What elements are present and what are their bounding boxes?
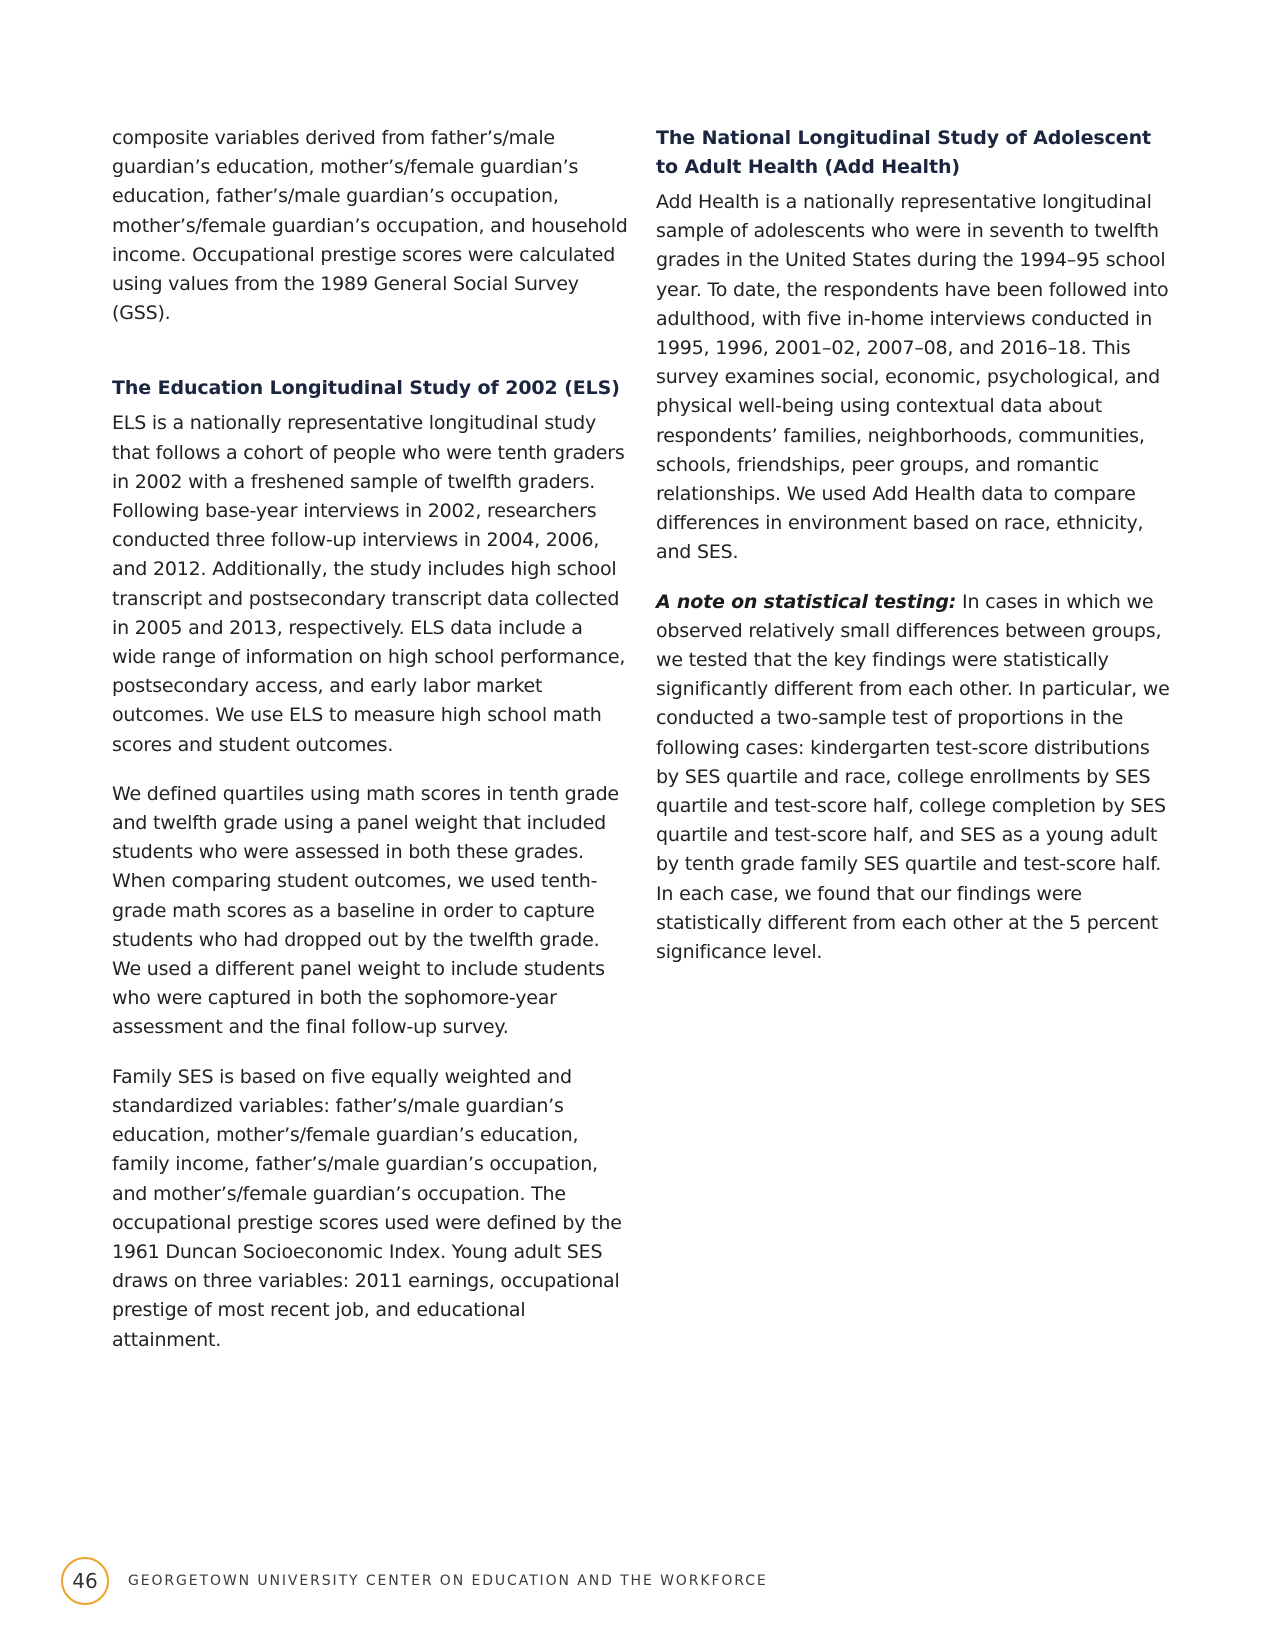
els-paragraph-1: ELS is a nationally representative longitudinal study that follows a cohort of people who were tenth graders in 2002 with a freshened sample of twelfth graders. Following base-year interviews in 2002, researchers conducted three follow-up interviews in 2004, 2006, and 2012. Additionally, the study includes high school transcript and postsecondary transcript data collected in 2005 and 2013, respectively. ELS data include a wide range of information on high school performance, postsecondary access, and early labor market outcomes. We use ELS to measure high school math scores and student outcomes. [112,412,626,756]
els-section-heading: The Education Longitudinal Study of 2002 (ELS) [112,377,620,400]
page-footer [61,1556,768,1606]
left-column [112,124,632,1375]
add-health-section-heading: The National Longitudinal Study of Adolescent to Adult Health (Add Health) [656,127,1151,178]
right-column [656,124,1176,987]
statistical-testing-note [656,588,1176,968]
els-paragraph-2: We defined quartiles using math scores in tenth grade and twelfth grade using a panel weight that included students who were assessed in both these grades. When comparing student outcomes, we used tenth-grade math scores as a baseline in order to capture students who had dropped out by the twelfth grade. We used a different panel weight to include students who were captured in both the sophomore-year assessment and the final follow-up survey. [112,782,619,1039]
footer-organization: GEORGETOWN UNIVERSITY CENTER ON EDUCATION AND THE WORKFORCE [128,1573,768,1589]
page-number: 46 [61,1557,109,1605]
intro-paragraph: composite variables derived from father’s/male guardian’s education, mother’s/female guardian’s education, father’s/male guardian’s occupation, mother’s/female guardian’s occupation, and household income. Occupational prestige scores were calculated using values from the 1989 General Social Survey (GSS). [112,127,628,325]
statistical-testing-lead: A note on statistical testing: [656,590,957,613]
els-paragraph-3: Family SES is based on five equally weighted and standardized variables: father’s/male guardian’s education, mother’s/female guardian’s education, family income, father’s/male guardian’s occupation, and mother’s/female guardian’s occupation. The occupational prestige scores used were defined by the 1961 Duncan Socioeconomic Index. Young adult SES draws on three variables: 2011 earnings, occupational prestige of most recent job, and educational attainment. [112,1065,622,1351]
add-health-paragraph: Add Health is a nationally representative longitudinal sample of adolescents who were in seventh to twelfth grades in the United States during the 1994–95 school year. To date, the respondents have been followed into adulthood, with five in-home interviews conducted in 1995, 1996, 2001–02, 2007–08, and 2016–18. This survey examines social, economic, psychological, and physical well-being using contextual data about respondents’ families, neighborhoods, communities, schools, friendships, peer groups, and romantic relationships. We used Add Health data to compare differences in environment based on race, ethnicity, and SES. [656,191,1169,564]
statistical-testing-body: In cases in which we observed relatively small differences between groups, we tested that the key findings were statistically significantly different from each other. In particular, we conducted a two-sample test of proportions in the following cases: kindergarten test-score distributions by SES quartile and race, college enrollments by SES quartile and test-score half, college completion by SES quartile and test-score half, and SES as a young adult by tenth grade family SES quartile and test-score half. In each case, we found that our findings were statistically different from each other at the 5 percent significance level. [656,590,1170,964]
